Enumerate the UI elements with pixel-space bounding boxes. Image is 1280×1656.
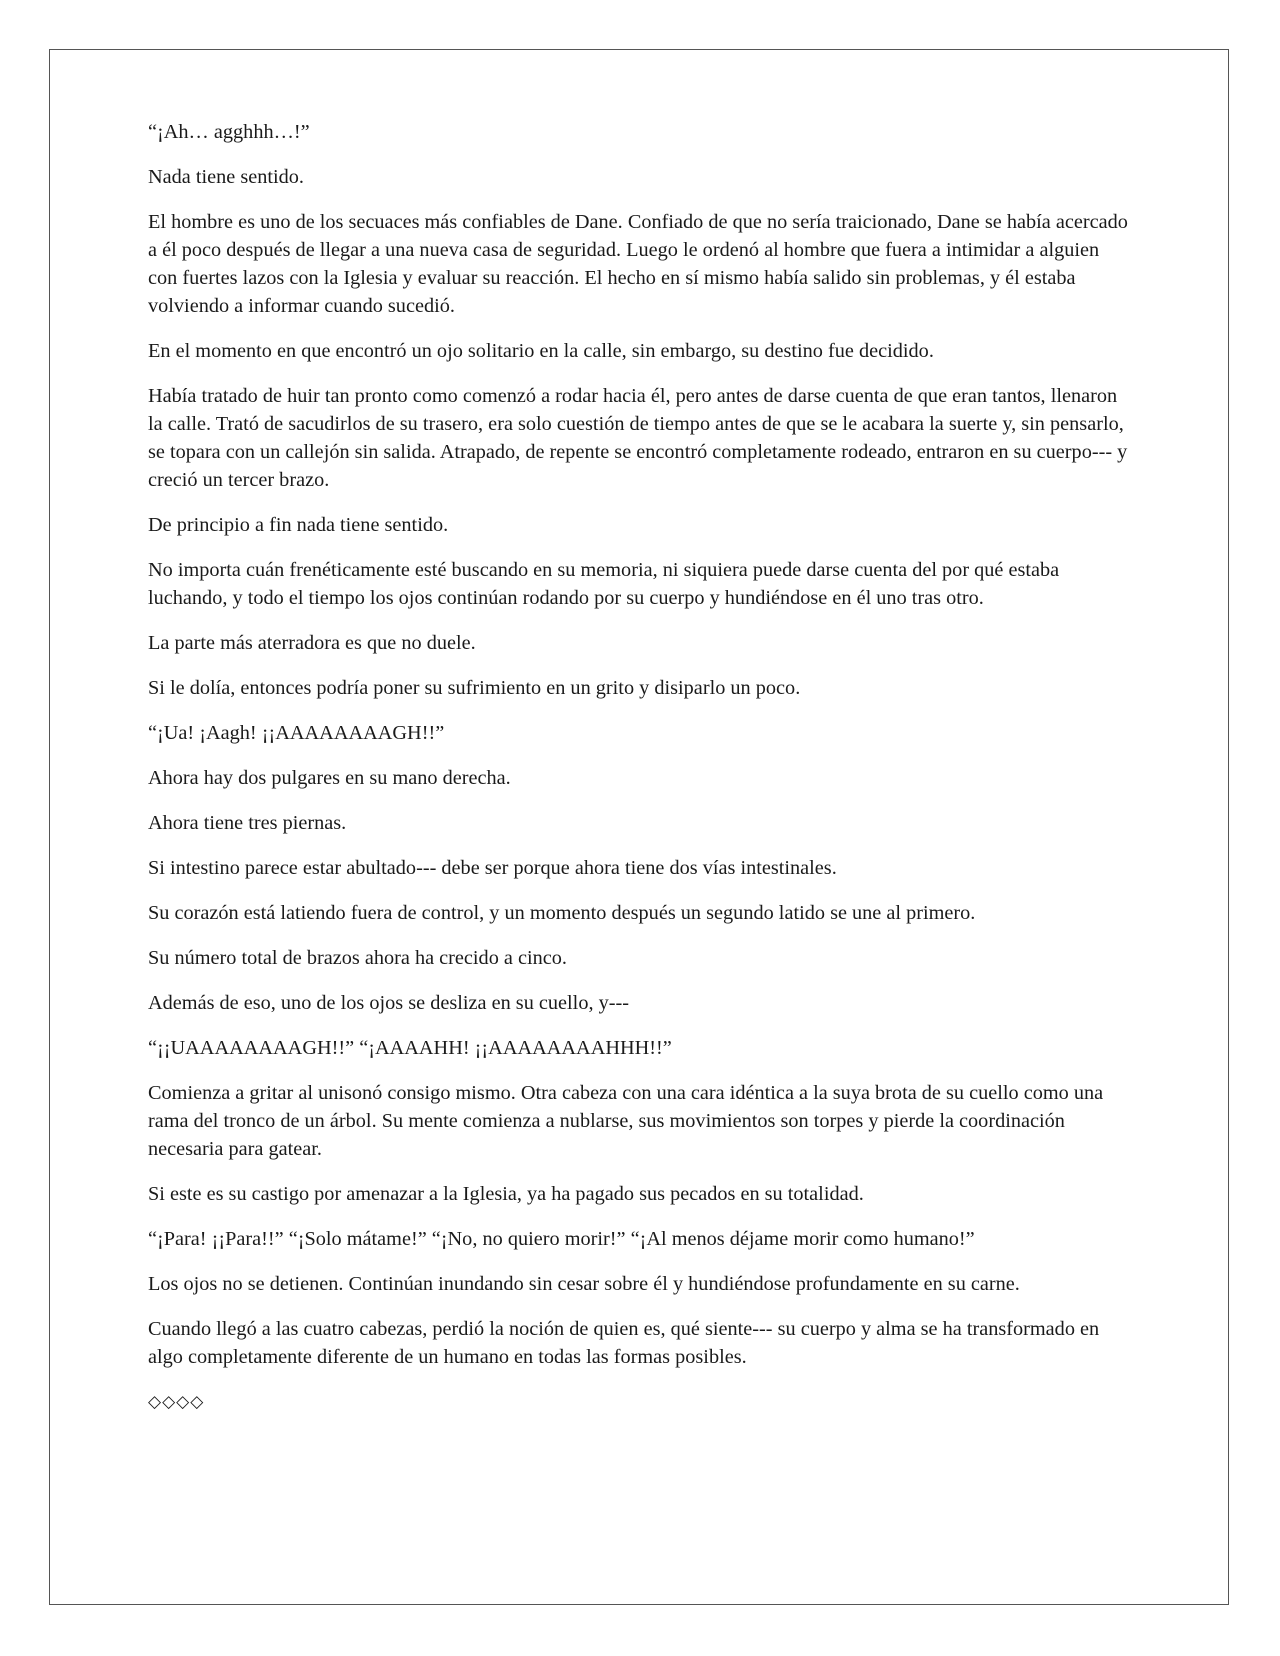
paragraph: Ahora tiene tres piernas. bbox=[148, 812, 347, 834]
paragraph: Nada tiene sentido. bbox=[148, 166, 305, 188]
paragraph: Su número total de brazos ahora ha crecido a cinco. bbox=[148, 947, 567, 969]
paragraph: “¡Ua! ¡Aagh! ¡¡AAAAAAAAGH!!” bbox=[148, 722, 445, 744]
paragraph: “¡Ah… agghhh…!” bbox=[148, 121, 310, 143]
paragraph: No importa cuán frenéticamente esté buscando en su memoria, ni siquiera puede darse cuenta del por qué estaba luchando, y todo el tiempo los ojos continúan rodando por su cuerpo y hundiéndose en él uno tras otro. bbox=[148, 559, 1060, 609]
paragraph: Si le dolía, entonces podría poner su sufrimiento en un grito y disiparlo un poco. bbox=[148, 677, 801, 699]
paragraph: Además de eso, uno de los ojos se desliza en su cuello, y--- bbox=[148, 992, 629, 1014]
paragraph: Si este es su castigo por amenazar a la Iglesia, ya ha pagado sus pecados en su totalidad. bbox=[148, 1183, 864, 1205]
paragraph: Si intestino parece estar abultado--- debe ser porque ahora tiene dos vías intestinales. bbox=[148, 857, 837, 879]
paragraph: En el momento en que encontró un ojo solitario en la calle, sin embargo, su destino fue decidido. bbox=[148, 340, 934, 362]
paragraph: “¡¡UAAAAAAAAGH!!” “¡AAAAHH! ¡¡AAAAAAAAHHH!!” bbox=[148, 1037, 672, 1059]
paragraph: Ahora hay dos pulgares en su mano derecha. bbox=[148, 767, 511, 789]
paragraph: El hombre es uno de los secuaces más confiables de Dane. Confiado de que no sería traicionado, Dane se había acercado a él poco después de llegar a una nueva casa de seguridad. Luego le ordenó al hombre que fuera a intimidar a alguien con fuertes lazos con la Iglesia y evaluar su reacción. El hecho en sí mismo había salido sin problemas, y él estaba volviendo a informar cuando sucedió. bbox=[148, 211, 1128, 317]
paragraph: De principio a fin nada tiene sentido. bbox=[148, 514, 449, 536]
scene-separator: ◇◇◇◇ bbox=[148, 1392, 205, 1412]
paragraph: “¡Para! ¡¡Para!!” “¡Solo mátame!” “¡No, no quiero morir!” “¡Al menos déjame morir como humano!” bbox=[148, 1228, 975, 1250]
document-body bbox=[148, 118, 1128, 1433]
paragraph: Comienza a gritar al unisonó consigo mismo. Otra cabeza con una cara idéntica a la suya brota de su cuello como una rama del tronco de un árbol. Su mente comienza a nublarse, sus movimientos son torpes y pierde la coordinación necesaria para gatear. bbox=[148, 1082, 1104, 1160]
paragraph: La parte más aterradora es que no duele. bbox=[148, 632, 476, 654]
paragraph: Cuando llegó a las cuatro cabezas, perdió la noción de quien es, qué siente--- su cuerpo y alma se ha transformado en algo completamente diferente de un humano en todas las formas posibles. bbox=[148, 1318, 1100, 1368]
paragraph: Su corazón está latiendo fuera de control, y un momento después un segundo latido se une al primero. bbox=[148, 902, 976, 924]
paragraph: Los ojos no se detienen. Continúan inundando sin cesar sobre él y hundiéndose profundamente en su carne. bbox=[148, 1273, 1020, 1295]
paragraph: Había tratado de huir tan pronto como comenzó a rodar hacia él, pero antes de darse cuenta de que eran tantos, llenaron la calle. Trató de sacudirlos de su trasero, era solo cuestión de tiempo antes de que se le acabara la suerte y, sin pensarlo, se topara con un callejón sin salida. Atrapado, de repente se encontró completamente rodeado, entraron en su cuerpo--- y creció un tercer brazo. bbox=[148, 385, 1128, 491]
